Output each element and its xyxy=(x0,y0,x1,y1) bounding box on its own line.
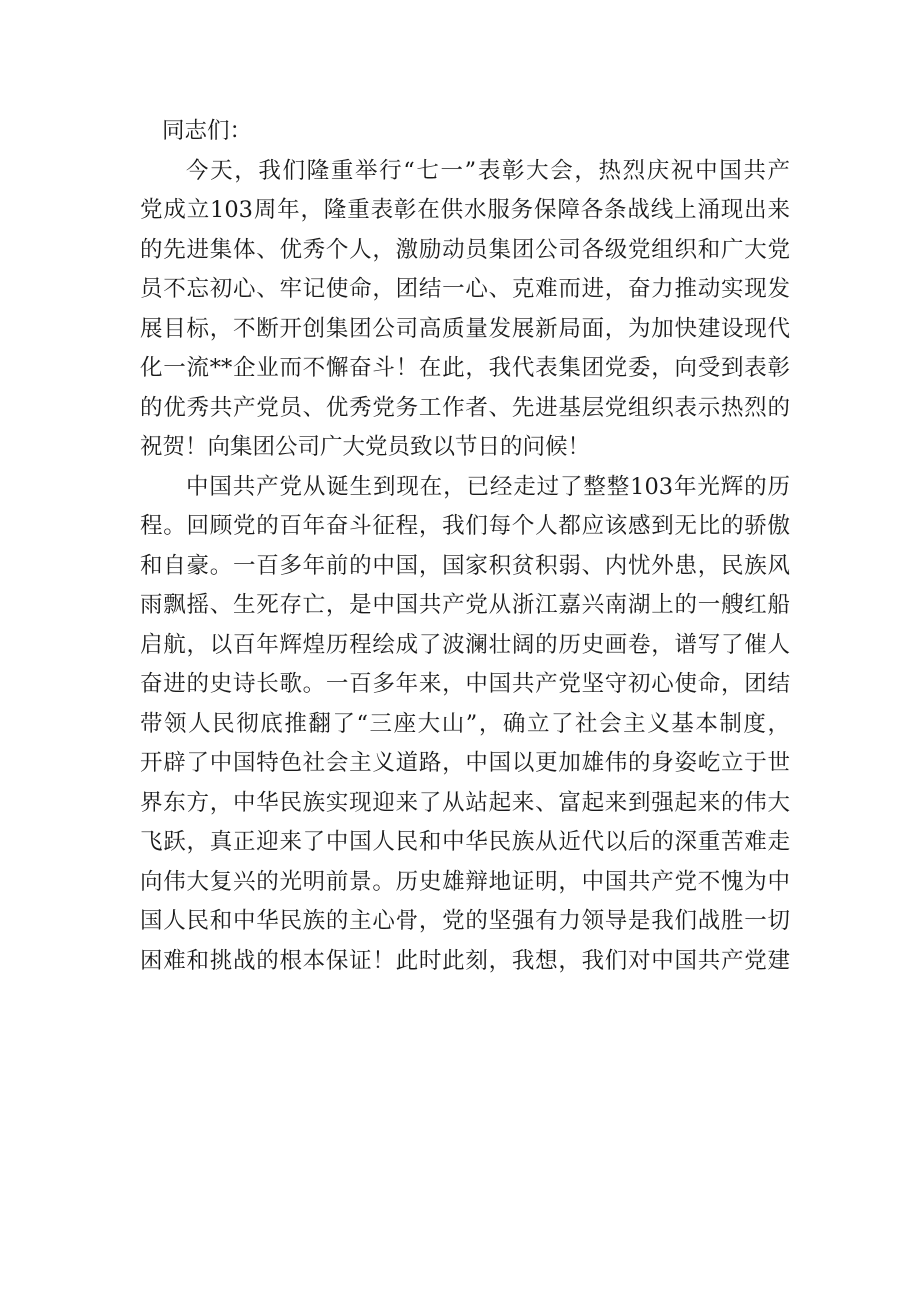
paragraph-1-line-7: 的优秀共产党员、优秀党务工作者、先进基层党组织表示热烈的 xyxy=(140,394,790,421)
speech-text xyxy=(140,112,790,981)
paragraph-2-line-1: 中国共产党从诞生到现在，已经走过了整整103年光辉的历 xyxy=(186,473,790,500)
salutation: 同志们： xyxy=(162,118,253,144)
paragraph-2-line-11: 向伟大复兴的光明前景。历史雄辩地证明，中国共产党不愧为中 xyxy=(140,868,790,895)
paragraph-2-line-7: 带领人民彻底推翻了“三座大山”，确立了社会主义基本制度， xyxy=(140,710,790,737)
paragraph-1-line-1: 今天，我们隆重举行“七一”表彰大会，热烈庆祝中国共产 xyxy=(186,157,790,184)
paragraph-2-line-12: 国人民和中华民族的主心骨，党的坚强有力领导是我们战胜一切 xyxy=(140,908,790,934)
paragraph-1-line-5: 展目标，不断开创集团公司高质量发展新局面，为加快建设现代 xyxy=(140,315,790,342)
paragraph-1-line-3: 的先进集体、优秀个人，激励动员集团公司各级党组织和广大党 xyxy=(140,236,790,263)
paragraph-2-line-2: 程。回顾党的百年奋斗征程，我们每个人都应该感到无比的骄傲 xyxy=(140,513,790,539)
paragraph-2-line-5: 启航，以百年辉煌历程绘成了波澜壮阔的历史画卷，谱写了催人 xyxy=(140,631,790,658)
paragraph-2-line-13: 困难和挑战的根本保证！此时此刻，我想，我们对中国共产党建 xyxy=(140,947,790,974)
paragraph-2-line-9: 界东方，中华民族实现迎来了从站起来、富起来到强起来的伟大 xyxy=(140,789,790,816)
paragraph-2-line-3: 和自豪。一百多年前的中国，国家积贫积弱、内忧外患，民族风 xyxy=(140,552,790,579)
paragraph-2-line-6: 奋进的史诗长歌。一百多年来，中国共产党坚守初心使命，团结 xyxy=(140,671,790,697)
paragraph-1-line-6: 化一流**企业而不懈奋斗！在此，我代表集团党委，向受到表彰 xyxy=(140,355,790,381)
paragraph-2-line-4: 雨飘摇、生死存亡，是中国共产党从浙江嘉兴南湖上的一艘红船 xyxy=(140,592,790,618)
paragraph-2-line-10: 飞跃，真正迎来了中国人民和中华民族从近代以后的深重苦难走 xyxy=(140,829,790,855)
paragraph-1-line-2: 党成立103周年，隆重表彰在供水服务保障各条战线上涌现出来 xyxy=(140,197,790,223)
paragraph-1-line-8: 祝贺！向集团公司广大党员致以节日的问候！ xyxy=(140,434,591,460)
paragraph-2-line-8: 开辟了中国特色社会主义道路，中国以更加雄伟的身姿屹立于世 xyxy=(140,750,790,776)
paragraph-1-line-4: 员不忘初心、牢记使命，团结一心、克难而进，奋力推动实现发 xyxy=(140,276,790,302)
